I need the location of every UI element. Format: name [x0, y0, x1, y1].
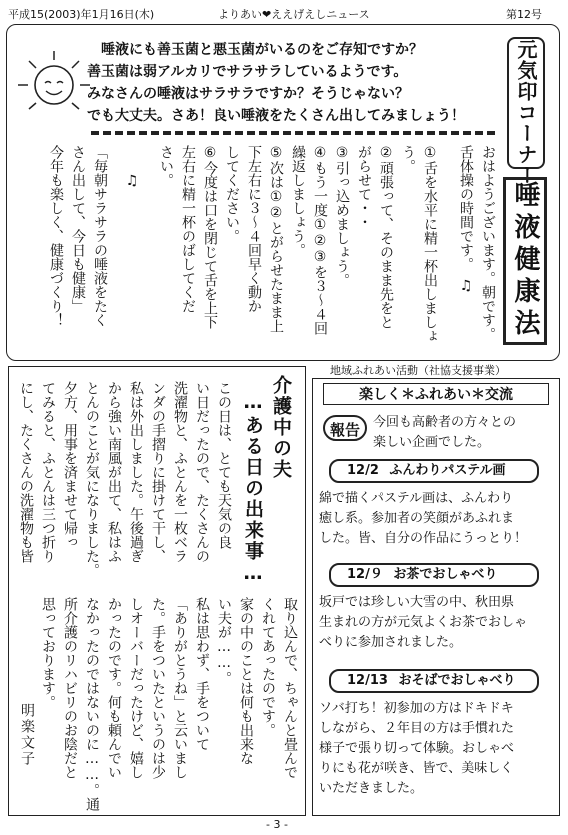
story-col-10: にし、たくさんの洗濯物も皆: [18, 381, 34, 563]
vcol-19: 「毎朝サラサラの唾液をたく: [92, 145, 108, 327]
vcol-8: ③引っ込めましょう。: [334, 145, 350, 287]
story-col-7: とんのことが気になりました。: [84, 381, 100, 577]
event-2-header: [329, 563, 539, 587]
event-1-line-1: 綿で描くパステル画は、ふんわり: [319, 491, 514, 506]
vcol-15: 左右に精一杯のばしてくだ: [180, 145, 196, 313]
activity-label: 地域ふれあい活動（社協支援事業）: [330, 364, 506, 377]
exchange-banner: 楽しく＊ふれあい＊交流: [323, 383, 549, 405]
issue-date: 平成15(2003)年1月16日(木): [8, 8, 155, 21]
event-1-title: ふんわりパステル画: [389, 463, 506, 478]
vcol-21: 今年も楽しく、健康づくり！: [48, 145, 64, 327]
story-col-2: い日だったので、たくさんの: [194, 381, 210, 563]
vcol-12: 下左右に３～４回早く動か: [246, 145, 262, 313]
event-3-line-1: ソバ打ち！初参加の方はドキドキ: [319, 701, 514, 716]
vcol-9: ④もう一度①②③を３～４回: [312, 145, 328, 335]
intro-line-2: 善玉菌は弱アルカリでサラサラしているようです。: [87, 64, 408, 80]
report-line-2: 楽しい企画でした。: [373, 435, 491, 450]
newsletter-title: よりあい❤ええげえしニュース: [218, 8, 370, 21]
section-title: 唾液健康法: [503, 177, 547, 345]
saliva-health-box: [6, 24, 560, 361]
story-col-22: 思っております。: [40, 597, 56, 709]
vcol-5: う。: [400, 145, 416, 173]
sun-icon: [15, 47, 93, 119]
vcol-16: さい。: [158, 145, 174, 187]
vcol-6: ②頑張って、そのまま先をと: [378, 145, 394, 329]
story-col-13: 家の中のことは何も出来な: [238, 597, 254, 765]
story-col-17: た。手をついたというのは少: [150, 597, 166, 779]
story-col-11: 取り込んで、ちゃんと畳んで: [282, 597, 298, 779]
event-1-date: 12/2: [347, 463, 379, 478]
vcol-2: 舌体操の時間です。 ♫: [458, 145, 474, 294]
story-col-9: てみると、ふとんは三つ折り: [40, 381, 56, 563]
event-2-line-3: べりに参加されました。: [319, 635, 463, 650]
story-col-4: ンダの手摺りに掛けて干し、: [150, 381, 166, 563]
event-3-line-5: いただきました。: [319, 781, 424, 796]
intro-line-3: みなさんの唾液はサラサラですか？そうじゃない？: [87, 86, 409, 102]
story-col-3: 洗濯物と、ふとんを一枚ベラ: [172, 381, 188, 563]
event-3-line-4: りにも花が咲き、皆で、美味しく: [319, 761, 514, 776]
story-col-1: この日は、とても天気の良: [216, 381, 232, 549]
issue-number: 第12号: [506, 8, 542, 21]
event-3-date: 12/13: [347, 673, 388, 688]
story-col-8: 夕方、用事を済ませて帰っ: [62, 381, 78, 549]
vcol-20: さん出して、今日も健康」: [70, 145, 86, 313]
story-col-5: 私は外出しました。午後過ぎ: [128, 381, 144, 563]
exercise-columns: [21, 145, 503, 359]
vcol-11: ⑤次は①②とがらせたまま上: [268, 145, 284, 333]
event-2-line-1: 坂戸では珍しい大雪の中、秋田県: [319, 595, 515, 610]
story-author: 明楽文子: [19, 703, 35, 767]
intro-divider: [91, 131, 495, 135]
story-col-14: い夫が……。: [216, 597, 232, 685]
caregiving-story-box: [8, 366, 306, 816]
story-title-line-1: 介護中の夫: [270, 375, 292, 480]
page-number: - 3 -: [266, 818, 288, 831]
vcol-13: してください。: [224, 145, 240, 243]
report-line-1: 今回も高齢者の方々との: [373, 415, 517, 430]
vcol-4: ①舌を水平に精一杯出しましょ: [422, 145, 438, 343]
story-col-20: なかったのではないのに……。通: [84, 597, 100, 811]
exchange-box: [312, 378, 560, 816]
vcol-1: おはようございます。朝です。: [480, 145, 496, 341]
vcol-10: 繰返しましょう。: [290, 145, 306, 257]
event-1-header: [329, 459, 539, 483]
corner-title: 元気印コーナー: [507, 37, 545, 169]
event-3-line-3: 様子で張り切って体験。おしゃべ: [319, 741, 515, 756]
event-1-line-3: した。皆、自分の作品にうっとり！: [319, 531, 528, 546]
story-col-15: 私は思わず、手をついて: [194, 597, 210, 751]
story-col-21: 所介護のリハビリのお陰だと: [62, 597, 78, 779]
story-col-12: くれてあったのです。: [260, 597, 276, 737]
event-3-header: [329, 669, 539, 693]
vcol-18: ♫: [124, 145, 140, 189]
intro-line-1: 唾液にも善玉菌と悪玉菌がいるのをご存知ですか？: [101, 42, 423, 58]
event-2-title: お茶でおしゃべり: [393, 567, 498, 582]
story-title-line-2: …ある日の出来事…: [242, 391, 264, 586]
event-1-line-2: 癒し系。参加者の笑顔があふれま: [319, 511, 515, 526]
vcol-7: がらせて・・: [356, 145, 372, 229]
event-2-line-2: 生まれの方が元気よくお茶でおしゃ: [319, 615, 528, 630]
story-col-6: から強い南風が出て、私はふ: [106, 381, 122, 563]
story-col-18: しオーバーだったけど、嬉し: [128, 597, 144, 779]
event-2-date: 12/９: [347, 567, 383, 582]
report-badge: 報告: [323, 415, 367, 441]
event-3-line-2: しながら、２年目の方は手慣れた: [319, 721, 515, 736]
story-col-16: 「ありがとうね」と云いまし: [172, 597, 188, 779]
vcol-14: ⑥今度は口を閉じて舌を上下: [202, 145, 218, 329]
intro-line-4: でも大丈夫。さあ！良い唾液をたくさん出してみましょう！: [87, 108, 465, 124]
story-col-19: かったのです。何も頼んでい: [106, 597, 122, 779]
event-3-title: おそばでおしゃべり: [398, 673, 516, 688]
